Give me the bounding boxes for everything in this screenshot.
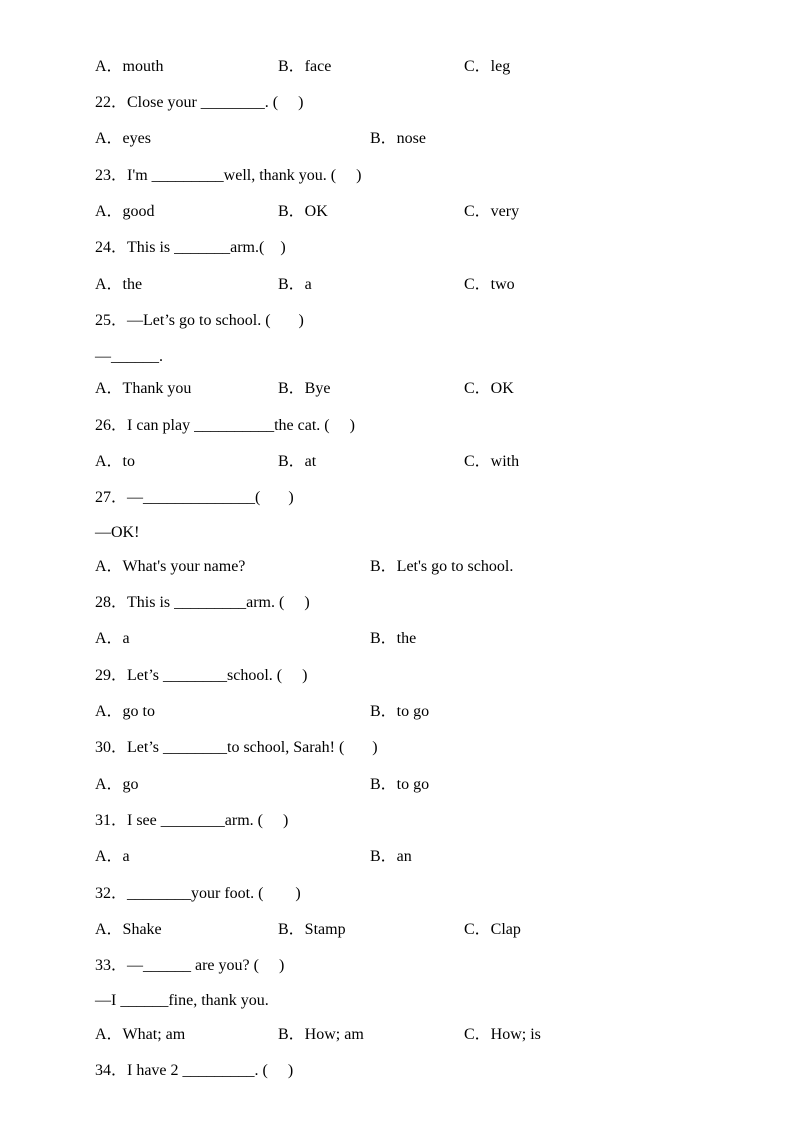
option-b: B．OK [278,203,328,220]
question-line: —______. [95,348,163,365]
question-line: 32．________your foot. ( ) [95,885,301,902]
option-b: B．face [278,58,332,75]
question-line: —OK! [95,524,140,541]
option-b: B．to go [370,776,430,793]
option-c: C．leg [464,58,511,75]
question-line: 24．This is _______arm.( ) [95,239,286,256]
option-a: A．a [95,848,130,865]
option-a: A．Shake [95,921,162,938]
option-b: B．at [278,453,317,470]
question-line: 28．This is _________arm. ( ) [95,594,310,611]
question-line: 30．Let’s ________to school, Sarah! ( ) [95,739,378,756]
option-c: C．How; is [464,1026,541,1043]
option-c: C．two [464,276,515,293]
option-b: B．an [370,848,412,865]
question-line: 22．Close your ________. ( ) [95,94,304,111]
option-a: A．What's your name? [95,558,246,575]
question-line: 34．I have 2 _________. ( ) [95,1062,294,1079]
option-a: A．go to [95,703,156,720]
question-line: 27．—______________( ) [95,489,294,506]
option-b: B．Stamp [278,921,346,938]
option-c: C．very [464,203,520,220]
option-a: A．mouth [95,58,164,75]
option-a: A．a [95,630,130,647]
option-a: A．go [95,776,139,793]
option-a: A．to [95,453,136,470]
option-c: C．with [464,453,520,470]
option-a: A．good [95,203,155,220]
option-b: B．the [370,630,417,647]
question-line: 25．—Let’s go to school. ( ) [95,312,304,329]
option-a: A．eyes [95,130,151,147]
option-b: B．a [278,276,312,293]
option-a: A．the [95,276,143,293]
option-b: B．How; am [278,1026,364,1043]
question-line: 26．I can play __________the cat. ( ) [95,417,355,434]
question-line: 33．—______ are you? ( ) [95,957,285,974]
option-c: C．Clap [464,921,521,938]
question-line: 23．I'm _________well, thank you. ( ) [95,167,362,184]
question-line: —I ______fine, thank you. [95,992,269,1009]
option-a: A．What; am [95,1026,186,1043]
question-line: 29．Let’s ________school. ( ) [95,667,308,684]
option-b: B．Bye [278,380,331,397]
question-line: 31．I see ________arm. ( ) [95,812,289,829]
option-b: B．to go [370,703,430,720]
option-c: C．OK [464,380,514,397]
option-b: B．Let's go to school. [370,558,514,575]
option-b: B．nose [370,130,427,147]
option-a: A．Thank you [95,380,192,397]
